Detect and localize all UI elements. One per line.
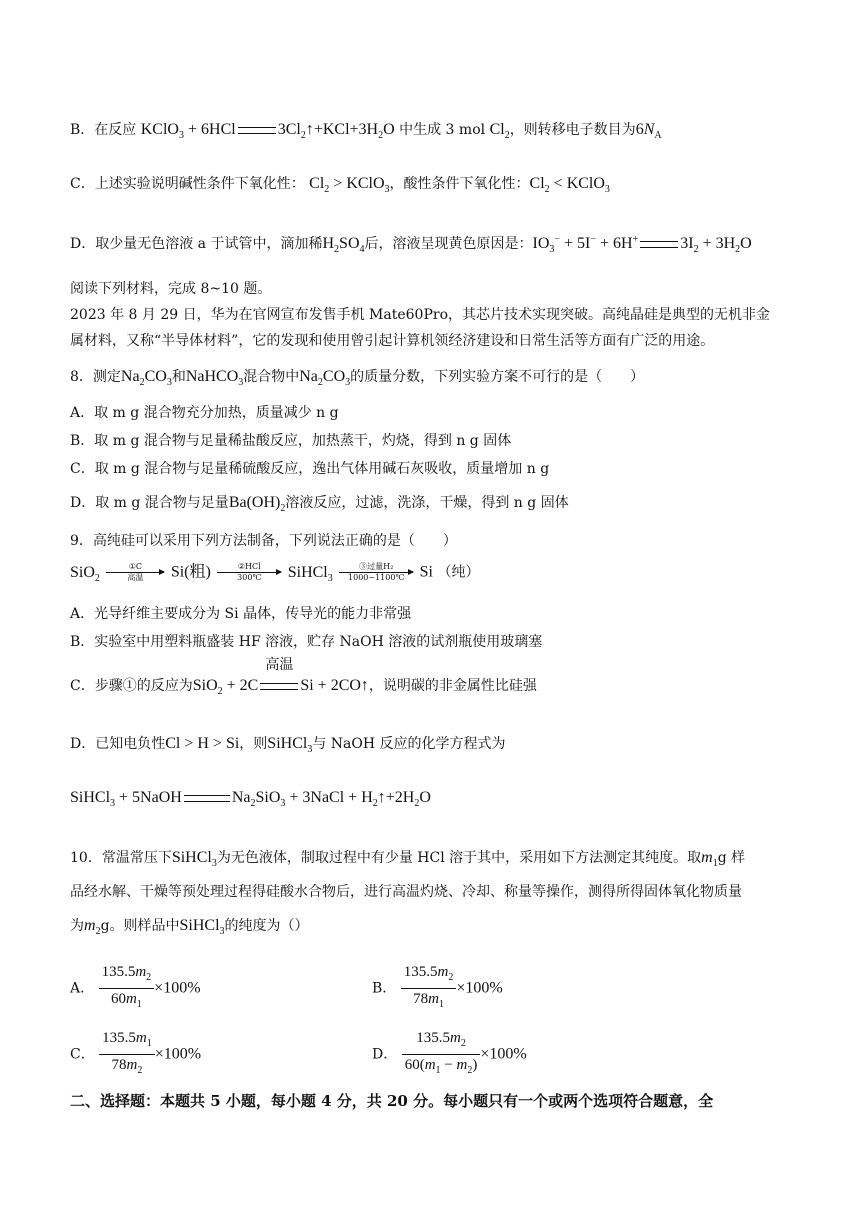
q7-option-b: B．在反应 KClO$_3$ + 6HCl $3Cl_2↑+KCl+3H_2O$ 中生成 3 mol $Cl_2$，则转移电子数目为$6N_A$ — [70, 121, 662, 141]
q7-option-d: D．取少量无色溶液 a 于试管中，滴加稀$H_2SO_4$后，溶液呈现黄色原因是：$IO_3^- + 5I^- + 6H^+$ $3I_2 + 3H_2O$ — [70, 234, 752, 255]
q8-option-c: C．取 m g 混合物与足量稀硫酸反应，逸出气体用碱石灰吸收，质量增加 n g — [70, 461, 550, 477]
q8-option-b: B．取 m g 混合物与足量稀盐酸反应，加热蒸干，灼烧，得到 n g 固体 — [70, 433, 512, 449]
q7-option-c: C．上述实验说明碱性条件下氧化性： $Cl_2$ > KClO$_3$，酸性条件下氧化性：$Cl_2$ < KClO$_3$ — [70, 175, 610, 195]
q8-d1: D．取 m g 混合物与足量 — [70, 495, 229, 511]
q9-option-a: A．光导纤维主要成分为 Si 晶体，传导光的能力非常强 — [70, 606, 412, 622]
q9-option-b: B．实验室中用塑料瓶盛装 HF 溶液，贮存 NaOH 溶液的试剂瓶使用玻璃塞 — [70, 634, 543, 650]
q7-b-label: B．在反应 — [70, 122, 137, 138]
q10-option-c: C． $\frac{135.5m_1}{78m_2}$ ×100% — [70, 1030, 202, 1076]
q9-d2: ，则 — [239, 736, 268, 752]
step1-top: ①C — [128, 562, 142, 571]
q10-3c: 的纯度为（） — [224, 918, 309, 934]
step2-bot: 300℃ — [237, 573, 262, 582]
q10-b-label: B． — [372, 980, 397, 997]
q8-stem1: 8．测定 — [70, 369, 121, 385]
q7-b-text2: ，则转移电子数目为 — [509, 122, 636, 138]
step3-top: ③过量H₂ — [359, 562, 394, 571]
q7-c-label: C．上述实验说明碱性条件下氧化性： — [70, 176, 305, 192]
q9-c-condition: 高温 — [265, 658, 294, 674]
q10-a-pct: ×100% — [154, 979, 201, 997]
q9-d1: D．已知电负性 — [70, 736, 166, 752]
q8-stem: 8．测定$Na_2CO_3$和NaHCO$_3$混合物中$Na_2CO_3$的质量分数，下列实验方案不可行的是（ ） — [70, 368, 645, 388]
q9-equation: SiHCl$_3$ + 5NaOH $Na_2SiO_3$ + 3NaCl + $H_2↑+2H_2O$ — [70, 789, 431, 809]
q10-3a: 为 — [70, 918, 84, 934]
q10-option-a: A． $\frac{135.5m_2}{60m_1}$ ×100% — [70, 964, 201, 1010]
q9-c1: C．步骤①的反应为 — [70, 678, 193, 694]
q10-d-label: D． — [372, 1046, 398, 1063]
q7-c-text1: ，酸性条件下氧化性： — [389, 176, 530, 192]
step3-bot: 1000~1100℃ — [348, 573, 405, 582]
q8-stem3: 混合物中 — [243, 369, 300, 385]
q8-option-a: A．取 m g 混合物充分加热，质量减少 n g — [70, 405, 339, 421]
pure-label: （纯） — [437, 564, 480, 581]
q9-option-c: C．步骤①的反应为SiO$_2$ + 2C 高温 Si + 2CO↑，说明碳的非金属性比硅强 — [70, 658, 537, 697]
q10-b-pct: ×100% — [456, 979, 503, 997]
q10-option-d: D． $\frac{135.5m_2}{60(m_1 - m_2)}$ ×100% — [372, 1030, 527, 1076]
q10-option-b: B． $\frac{135.5m_2}{78m_1}$ ×100% — [372, 964, 503, 1010]
q9-d3: 与 NaOH 反应的化学方程式为 — [312, 736, 506, 752]
q10-a-label: A． — [70, 980, 95, 997]
section2-heading: 二、选择题：本题共 5 小题，每小题 4 分，共 20 分。每小题只有一个或两个选项符合题意，全 — [70, 1092, 714, 1110]
q9-stem: 9．高纯硅可以采用下列方法制备，下列说法正确的是（ ） — [70, 533, 457, 549]
q8-stem4: 的质量分数，下列实验方案不可行的是（ ） — [350, 369, 645, 385]
step2-top: ②HCl — [237, 562, 261, 571]
q10-1c: g 样 — [717, 850, 746, 866]
q10-line3: 为$m_2g$。则样品中SiHCl$_3$的纯度为（） — [70, 917, 309, 937]
intro-line2: 2023 年 8 月 29 日，华为在官网宣布发售手机 Mate60Pro，其芯片技术实现突破。高纯晶硅是典型的无机非金 — [70, 307, 770, 323]
q8-option-d: D．取 m g 混合物与足量$Ba(OH)_2$溶液反应，过滤，洗涤，干燥，得到 n g 固体 — [70, 494, 569, 514]
q10-1a: 10．常温常压下 — [70, 850, 172, 866]
q10-1b: 为无色液体，制取过程中有少量 HCl 溶于其中，采用如下方法测定其纯度。取 — [216, 850, 702, 866]
q10-d-pct: ×100% — [480, 1045, 527, 1063]
q9-process: SiO$_2$ ①C 高温 Si(粗) ②HCl 300℃ SiHCl$_3$ ③过量H₂ 1000~1100℃ Si （纯） — [70, 562, 480, 584]
q8-d2: 溶液反应，过滤，洗涤，干燥，得到 n g 固体 — [285, 495, 569, 511]
q10-c-pct: ×100% — [154, 1045, 202, 1063]
q10-3b: g。则样品中 — [100, 918, 180, 934]
q7-d-text1: 后，溶液呈现黄色原因是： — [364, 236, 533, 252]
q7-d-label: D．取少量无色溶液 a 于试管中，滴加稀 — [70, 236, 323, 252]
q10-line1: 10．常温常压下SiHCl$_3$为无色液体，制取过程中有少量 HCl 溶于其中，采用如下方法测定其纯度。取$m_1g$ 样 — [70, 849, 746, 869]
q8-stem2: 和 — [171, 369, 186, 385]
q10-c-label: C． — [70, 1046, 95, 1063]
intro-line3: 属材料，又称“半导体材料”，它的发现和使用曾引起计算机领经济建设和日常生活等方面有广泛的用途。 — [70, 333, 715, 349]
step1-bot: 高温 — [127, 573, 144, 582]
intro-line1: 阅读下列材料，完成 8~10 题。 — [70, 281, 272, 297]
q9-c2: ，说明碳的非金属性比硅强 — [368, 678, 537, 694]
q9-option-d: D．已知电负性Cl > H > Si，则SiHCl$_3$与 NaOH 反应的化学方程式为 — [70, 735, 506, 755]
q7-b-text1: 中生成 3 mol — [399, 122, 486, 138]
q10-line2: 品经水解、干燥等预处理过程得硅酸水合物后，进行高温灼烧、冷却、称量等操作，测得所得固体氧化物质量 — [70, 884, 742, 900]
